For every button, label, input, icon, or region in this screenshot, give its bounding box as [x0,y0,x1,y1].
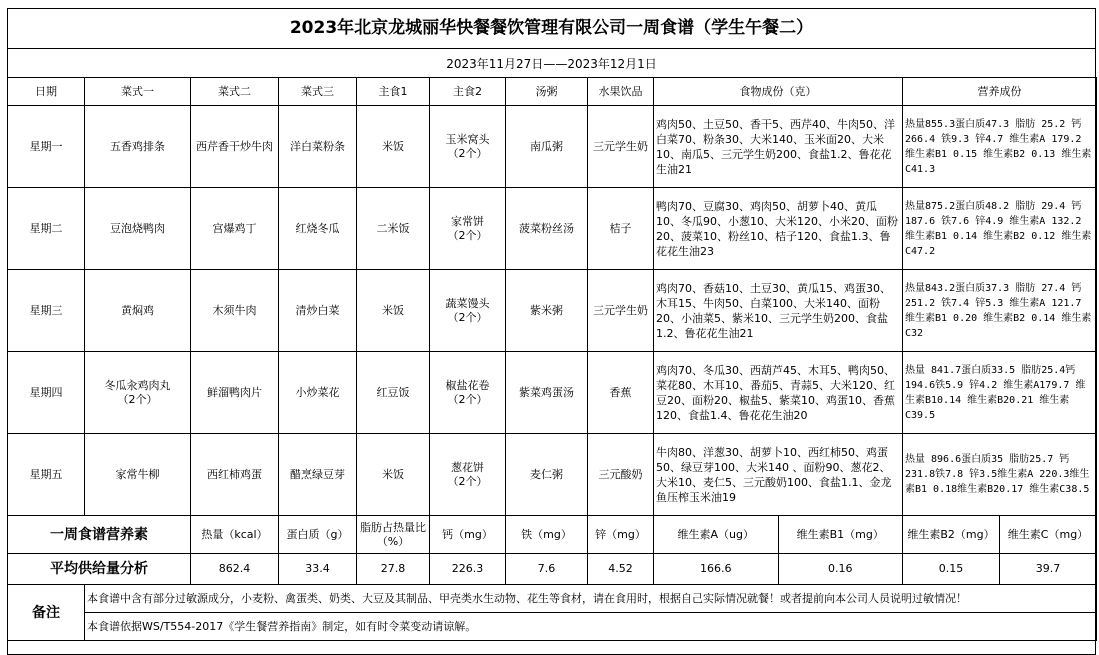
header-staple2: 主食2 [430,78,506,106]
summary-value-row [8,554,1097,585]
summary-value-cell: 39.7 [1035,562,1061,575]
day-cell: 星期四 [8,352,85,434]
staple2-cell [430,270,506,352]
staple2-name: 椒盐花卷 [445,378,490,392]
summary-header-cell: 脂肪占热量比（%） [357,516,430,554]
summary-value-cell: 7.6 [506,554,588,585]
dish1-cell: 五香鸡排条 [85,106,191,188]
nutrition-cell: 热量875.2蛋白质48.2 脂肪 29.4 钙 187.6 铁7.6 锌4.9 维生素A 132.2 维生素B1 0.14 维生素B2 0.12 维生素C47.2 [903,188,1097,270]
header-dish1: 菜式一 [85,78,191,106]
staple2-cell [430,188,506,270]
note-row [8,585,1097,613]
staple1-cell: 米饭 [357,106,430,188]
soup-cell: 紫米粥 [506,270,588,352]
staple2-name: 家常饼 [451,214,484,228]
summary-value-cell [903,554,1097,585]
dish1-cell: 黄焖鸡 [85,270,191,352]
nutrition-cell: 热量843.2蛋白质37.3 脂肪 27.4 钙 251.2 铁7.4 锌5.3 维生素A 121.7 维生素B1 0.20 维生素B2 0.14 维生素C32 [903,270,1097,352]
summary-value-cell: 166.6 [654,554,779,584]
day-cell: 星期五 [8,434,85,516]
ingredients-cell: 牛肉80、洋葱30、胡萝卜10、西红柿50、鸡蛋50、绿豆芽100、大米140 、面粉90、葱花2、大米10、麦仁5、三元酸奶100、食盐1.1、金龙鱼压榨玉米油19 [654,434,903,516]
day-cell: 星期一 [8,106,85,188]
header-dish3: 菜式三 [279,78,357,106]
summary-header-cell: 铁（mg） [506,516,588,554]
summary-value-cell: 0.15 [903,554,1000,584]
dish3-cell: 小炒菜花 [279,352,357,434]
summary-value-cell: 862.4 [191,554,279,585]
soup-cell: 麦仁粥 [506,434,588,516]
dish1-count: （2个） [117,392,158,406]
summary-header-cell [903,516,1097,554]
fruit-cell: 三元学生奶 [588,270,654,352]
header-dish2: 菜式二 [191,78,279,106]
header-fruit: 水果饮品 [588,78,654,106]
fruit-cell: 三元酸奶 [588,434,654,516]
nutrition-cell: 热量 896.6蛋白质35 脂肪25.7 钙231.8铁7.8 锌3.5维生素A 220.3维生素B1 0.18维生素B20.17 维生素C38.5 [903,434,1097,516]
staple2-name: 玉米窝头 [445,132,490,146]
summary-label-1: 一周食谱营养素 [8,516,191,554]
staple1-cell: 米饭 [357,270,430,352]
summary-header-cell: 维生素A（ug） [654,516,779,553]
summary-header-cell: 维生素C（mg） [1007,527,1089,541]
page-title: 2023年北京龙城丽华快餐餐饮管理有限公司一周食谱（学生午餐二） [289,18,814,38]
summary-value-cell: 4.52 [588,554,654,585]
summary-value-cell [654,554,903,585]
dish2-cell: 西红柿鸡蛋 [191,434,279,516]
table-row [8,106,1097,188]
summary-label-2: 平均供给量分析 [8,554,191,585]
staple2-count: （2个） [447,146,488,160]
table-row [8,434,1097,516]
summary-value-cell: 33.4 [279,554,357,585]
note-row [8,613,1097,641]
dish1-cell: 家常牛柳 [85,434,191,516]
ingredients-cell: 鸡肉50、土豆50、香干5、西芹40、牛肉50、洋白菜70、粉条30、大米140、玉米面20、大米10、南瓜5、三元学生奶200、食盐1.2、鲁花花生油21 [654,106,903,188]
table-row [8,270,1097,352]
dish1-cell [85,352,191,434]
table-row [8,352,1097,434]
dish2-cell: 木须牛肉 [191,270,279,352]
header-soup: 汤粥 [506,78,588,106]
soup-cell: 南瓜粥 [506,106,588,188]
staple2-cell [430,106,506,188]
staple1-cell: 二米饭 [357,188,430,270]
summary-header-cell: 维生素B2（mg） [903,516,1000,553]
soup-cell: 紫菜鸡蛋汤 [506,352,588,434]
summary-header-cell: 锌（mg） [588,516,654,554]
header-staple1: 主食1 [357,78,430,106]
staple2-count: （2个） [447,228,488,242]
dish1-cell: 豆泡烧鸭肉 [85,188,191,270]
fruit-cell: 香蕉 [588,352,654,434]
summary-header-cell: 钙（mg） [430,516,506,554]
ingredients-cell: 鸡肉70、香菇10、土豆30、黄瓜15、鸡蛋30、木耳15、牛肉50、白菜100、大米140、面粉20、小油菜5、紫米10、三元学生奶200、食盐1.2、鲁花花生油21 [654,270,903,352]
note-text-1: 本食谱中含有部分过敏源成分，小麦粉、禽蛋类、奶类、大豆及其制品、甲壳类水生动物、花生等食材，请在食用时，根据自己实际情况就餐！或者提前向本公司人员说明过敏情况！ [85,585,1097,613]
summary-value-cell: 226.3 [430,554,506,585]
note-label: 备注 [8,585,85,641]
staple2-count: （2个） [447,310,488,324]
summary-header-cell [654,516,903,554]
summary-header-cell: 蛋白质（g） [279,516,357,554]
dish3-cell: 醋烹绿豆芽 [279,434,357,516]
soup-cell: 菠菜粉丝汤 [506,188,588,270]
ingredients-cell: 鸡肉70、冬瓜30、西葫芦45、木耳5、鸭肉50、菜花80、木耳10、番茄5、青蒜5、大米120、红豆20、面粉20、椒盐5、紫菜10、鸡蛋10、香蕉120、食盐1.4、鲁花花生油20 [654,352,903,434]
nutrition-cell: 热量855.3蛋白质47.3 脂肪 25.2 钙 266.4 铁9.3 锌4.7 维生素A 179.2 维生素B1 0.15 维生素B2 0.13 维生素C41.3 [903,106,1097,188]
nutrition-cell: 热量 841.7蛋白质33.5 脂肪25.4钙194.6铁5.9 锌4.2 维生素A179.7 维生素B10.14 维生素B20.21 维生素C39.5 [903,352,1097,434]
staple2-name: 蔬菜馒头 [445,296,490,310]
dish2-cell: 鲜溜鸭肉片 [191,352,279,434]
fruit-cell: 三元学生奶 [588,106,654,188]
summary-header-cell: 热量（kcal） [191,516,279,554]
table-row [8,188,1097,270]
staple2-cell [430,352,506,434]
dish1-name: 冬瓜汆鸡肉丸 [104,378,171,392]
staple2-count: （2个） [447,474,488,488]
dish2-cell: 西芹香干炒牛肉 [191,106,279,188]
staple1-cell: 红豆饭 [357,352,430,434]
dish3-cell: 红烧冬瓜 [279,188,357,270]
day-cell: 星期二 [8,188,85,270]
summary-value-cell: 0.16 [828,562,853,575]
dish2-cell: 宫爆鸡丁 [191,188,279,270]
header-row [8,78,1097,106]
summary-header-cell: 维生素B1（mg） [796,527,884,541]
staple2-name: 葱花饼 [451,460,484,474]
staple2-cell [430,434,506,516]
date-range: 2023年11月27日——2023年12月1日 [446,57,657,71]
summary-value-cell: 27.8 [357,554,430,585]
staple2-count: （2个） [447,392,488,406]
title-divider [7,48,1096,49]
staple1-cell: 米饭 [357,434,430,516]
header-date: 日期 [8,78,85,106]
dish3-cell: 清炒白菜 [279,270,357,352]
weekly-menu-table [7,77,1097,641]
header-nutrition: 营养成份 [903,78,1097,106]
day-cell: 星期三 [8,270,85,352]
note-text-2: 本食谱依据WS/T554-2017《学生餐营养指南》制定，如有时令菜变动请谅解。 [85,613,1097,641]
dish3-cell: 洋白菜粉条 [279,106,357,188]
summary-header-row [8,516,1097,554]
fruit-cell: 桔子 [588,188,654,270]
header-ingredients: 食物成份（克） [654,78,903,106]
ingredients-cell: 鸭肉70、豆腐30、鸡肉50、胡萝卜40、黄瓜10、冬瓜90、小葱10、大米120、小米20、面粉20、菠菜10、粉丝10、桔子120、食盐1.3、鲁花花生油23 [654,188,903,270]
